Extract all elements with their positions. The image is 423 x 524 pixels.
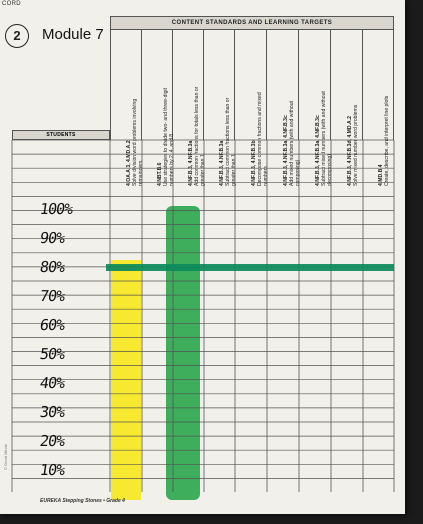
standard-code: 4.NF.B.3, 4.NF.B.3d, 4.MD.A.2 (346, 116, 353, 186)
percent-label: 80% (38, 258, 66, 276)
standard-description: Use strategies to divide two- and three-digit numbers by 2, 4, and 8 (163, 88, 175, 186)
standard-description: Decompose common fractions and mixed numbers (256, 92, 269, 186)
standard-code: 4.NBT.B.6 (157, 162, 163, 186)
percent-label: 20% (38, 432, 66, 450)
percent-label: 30% (38, 403, 66, 421)
percent-label: 90% (38, 229, 66, 247)
standard-code: 4.OA.A.3, 4.MD.A.2 (126, 140, 132, 186)
standard-description: Solve mixed number word problems (352, 104, 359, 186)
standard-description: Create, describe, and interpret line plots (384, 95, 390, 186)
standard-code: 4.NF.B.3, 4.NF.B.3a, 4.NF.B.3c (314, 115, 321, 186)
standard-description: Subtract mixed numbers (with and without decomposing) (320, 91, 333, 186)
percent-label: 60% (38, 316, 66, 334)
standard-description: Solve division word problems involving remainders (132, 98, 144, 186)
percent-label: 10% (38, 461, 66, 479)
standard-code: 4.MD.B.4 (378, 164, 384, 186)
percent-label: 100% (38, 200, 74, 218)
percent-label: 70% (38, 287, 66, 305)
standard-description: Subtract common fractions less than or greater than 1 (225, 97, 237, 186)
module-title: Module 7 (42, 26, 104, 43)
module-number-badge: 2 (5, 24, 29, 48)
green-highlight-bar (166, 206, 200, 500)
percent-label: 50% (38, 345, 66, 363)
standard-description: Add mixed numbers (with and without composing) (288, 101, 301, 186)
percent-label: 40% (38, 374, 66, 392)
record-label: CORD (2, 1, 21, 7)
standard-code: 4.NF.B.3, 4.NF.B.3a (188, 140, 194, 186)
side-copyright: © Great Minds (3, 444, 8, 470)
students-header: STUDENTS (12, 130, 110, 140)
footer-text: EUREKA Stepping Stones • Grade 4 (40, 498, 125, 504)
standards-title-bar: CONTENT STANDARDS AND LEARNING TARGETS (110, 16, 394, 30)
standard-code: 4.NF.B.3, 4.NF.B.3a, 4.NF.B.3c (282, 115, 289, 186)
standard-description: Add common fractions for totals less than or greater than 1 (194, 86, 206, 186)
standard-code: 4.NF.B.3, 4.NF.B.3a (219, 140, 225, 186)
target-line-marker (106, 264, 394, 271)
standard-code: 4.NF.B.3, 4.NF.B.3b (250, 140, 257, 186)
chevron-right-icon[interactable]: › (398, 261, 406, 283)
